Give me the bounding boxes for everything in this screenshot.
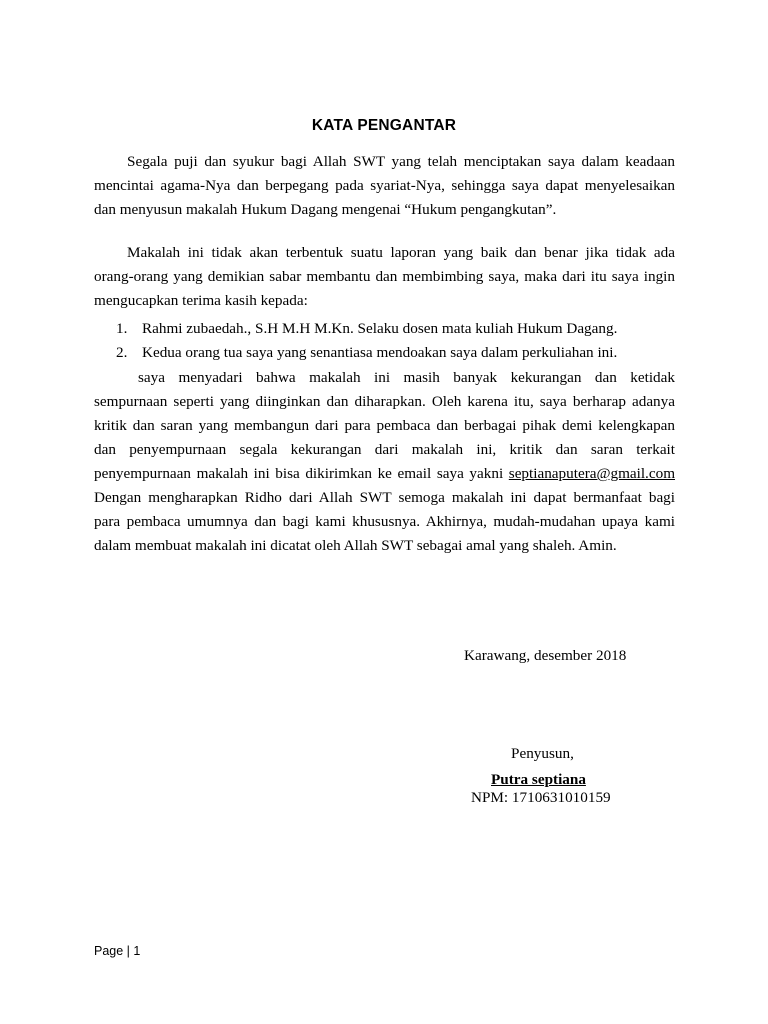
- paragraph-line: para pembaca umumnya dan bagi kami khususnya. Akhirnya, mudah-mudahan upaya kami: [94, 513, 675, 530]
- paragraph-line: sempurnaan seperti yang diinginkan dan diharapkan. Oleh karena itu, saya berharap adanya: [94, 393, 675, 410]
- paragraph-thanks: [94, 241, 675, 313]
- paragraph-line: Dengan mengharapkan Ridho dari Allah SWT semoga makalah ini dapat bermanfaat bagi: [94, 489, 675, 506]
- paragraph-line-email: [94, 462, 675, 486]
- paragraph-line: kritik dan saran yang membangun dari para pembaca dan berbagai pihak demi kelengkapan: [94, 417, 675, 434]
- page-title: KATA PENGANTAR: [311, 117, 457, 134]
- author-npm: NPM: 1710631010159: [471, 789, 611, 806]
- paragraph-closing: [94, 366, 675, 558]
- paragraph-line: mencintai agama-Nya dan berpegang pada syariat-Nya, sehingga saya dapat menyelesaikan: [94, 177, 675, 194]
- page-number: Page | 1: [94, 944, 141, 958]
- thanks-list: [94, 317, 675, 365]
- list-item: [94, 317, 675, 341]
- paragraph-line: Segala puji dan syukur bagi Allah SWT yang telah menciptakan saya dalam keadaan: [127, 153, 675, 170]
- list-number: 1.: [116, 320, 128, 337]
- paragraph-line-text: penyempurnaan makalah ini bisa dikirimkan ke email saya yakni: [94, 465, 504, 482]
- paragraph-intro: [94, 150, 675, 222]
- list-number: 2.: [116, 344, 128, 361]
- list-text: Kedua orang tua saya yang senantiasa mendoakan saya dalam perkuliahan ini.: [142, 344, 618, 361]
- author-name: Putra septiana: [491, 771, 586, 788]
- paragraph-line: dan penyempurnaan segala kekurangan dari makalah ini, kritik dan saran terkait: [94, 441, 675, 458]
- author-role: Penyusun,: [511, 745, 574, 762]
- place-date: Karawang, desember 2018: [464, 647, 627, 664]
- paragraph-line: dan menyusun makalah Hukum Dagang mengenai “Hukum pengangkutan”.: [94, 201, 557, 218]
- email-link[interactable]: septianaputera@gmail.com: [508, 465, 676, 482]
- paragraph-line: Makalah ini tidak akan terbentuk suatu laporan yang baik dan benar jika tidak ada: [127, 244, 675, 261]
- paragraph-line: saya menyadari bahwa makalah ini masih banyak kekurangan dan ketidak: [138, 369, 675, 386]
- paragraph-line: dalam membuat makalah ini dicatat oleh Allah SWT sebagai amal yang shaleh. Amin.: [94, 537, 617, 554]
- list-text: Rahmi zubaedah., S.H M.H M.Kn. Selaku dosen mata kuliah Hukum Dagang.: [142, 320, 618, 337]
- paragraph-line: orang-orang yang demikian sabar membantu dan membimbing saya, maka dari itu saya ingin: [94, 268, 675, 285]
- list-item: [94, 341, 675, 365]
- paragraph-line: mengucapkan terima kasih kepada:: [94, 292, 308, 309]
